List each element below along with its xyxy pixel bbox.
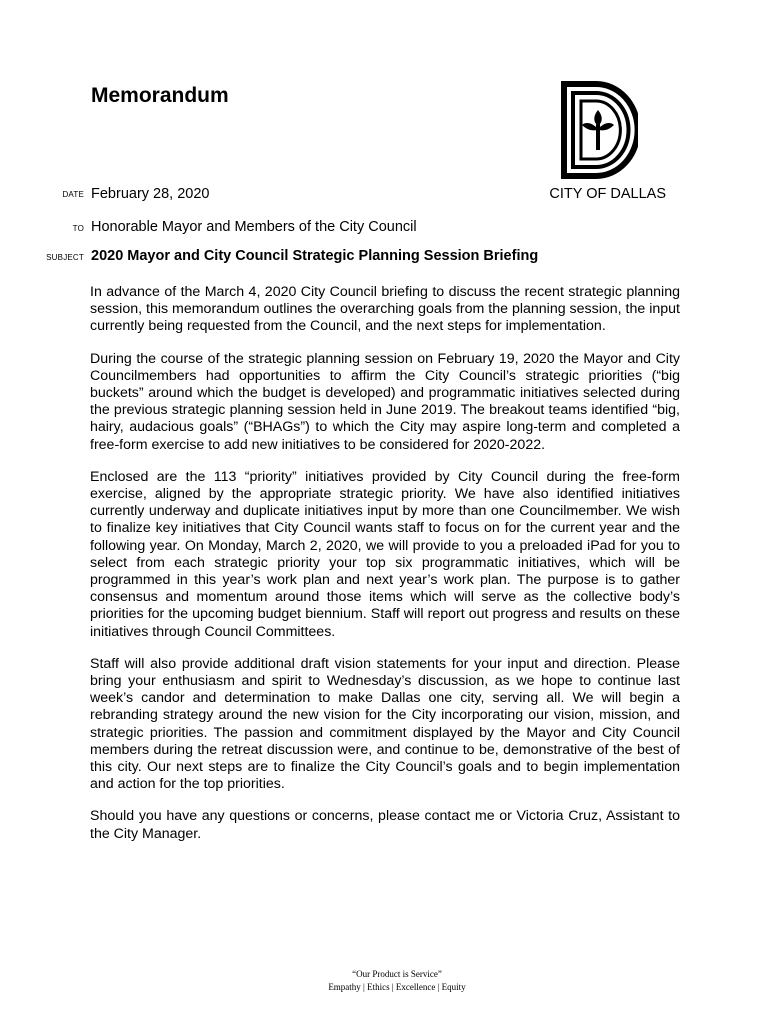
footer-values: Empathy | Ethics | Excellence | Equity — [328, 982, 466, 992]
to-value: Honorable Mayor and Members of the City Council — [91, 219, 417, 235]
footer — [0, 968, 770, 994]
date-label: DATE — [62, 190, 84, 199]
city-name: CITY OF DALLAS — [549, 186, 666, 202]
city-of-dallas-logo-icon — [560, 80, 638, 180]
subject-label: SUBJECT — [46, 253, 84, 262]
footer-motto: “Our Product is Service” — [352, 969, 442, 979]
to-label: TO — [72, 224, 84, 233]
memo-body — [90, 284, 680, 858]
memo-title: Memorandum — [91, 84, 229, 107]
body-paragraph: Should you have any questions or concerns, please contact me or Victoria Cruz, Assistant to the City Manager. — [90, 808, 680, 842]
body-paragraph: Staff will also provide additional draft vision statements for your input and direction. Please bring your enthusiasm and spirit to Wednesday’s discussion, as we hope to continue last week’s candor and determination to make Dallas one city, serving all. We will begin a rebranding strategy around the new vision for the City incorporating our vision, mission, and strategic priorities. The passion and commitment displayed by the Mayor and City Council members during the retreat discussion were, and continue to be, demonstrative of the best of this city. Our next steps are to finalize the City Council’s goals and to begin implementation and action for the top priorities. — [90, 655, 680, 793]
subject-value: 2020 Mayor and City Council Strategic Planning Session Briefing — [91, 248, 539, 264]
body-paragraph: During the course of the strategic planning session on February 19, 2020 the Mayor and City Councilmembers had opportunities to affirm the City Council’s strategic priorities (“big buckets” around which the budget is developed) and programmatic initiatives selected during the previous strategic planning session held in June 2019. The breakout teams identified “big, hairy, audacious goals” (“BHAGs”) to which the City may aspire long-term and completed a free-form exercise to add new initiatives to be considered for 2020-2022. — [90, 350, 680, 453]
body-paragraph: In advance of the March 4, 2020 City Council briefing to discuss the recent strategic planning session, this memorandum outlines the overarching goals from the planning session, the input currently being requested from the Council, and the next steps for implementation. — [90, 284, 680, 335]
date-value: February 28, 2020 — [91, 186, 210, 202]
body-paragraph: Enclosed are the 113 “priority” initiatives provided by City Council during the free-form exercise, aligned by the appropriate strategic priority. We have also identified initiatives currently underway and duplicate initiatives input by more than one Councilmember. We wish to finalize key initiatives that City Council wants staff to focus on for the current year and the following year. On Monday, March 2, 2020, we will provide to you a preloaded iPad for you to select from each strategic priority your top six programmatic initiatives, which will be programmed in this year’s work plan and next year’s work plan. The purpose is to gather consensus and momentum around those items which will serve as the collective body’s priorities for the upcoming budget biennium. Staff will report out progress and results on these initiatives through Council Committees. — [90, 468, 680, 640]
